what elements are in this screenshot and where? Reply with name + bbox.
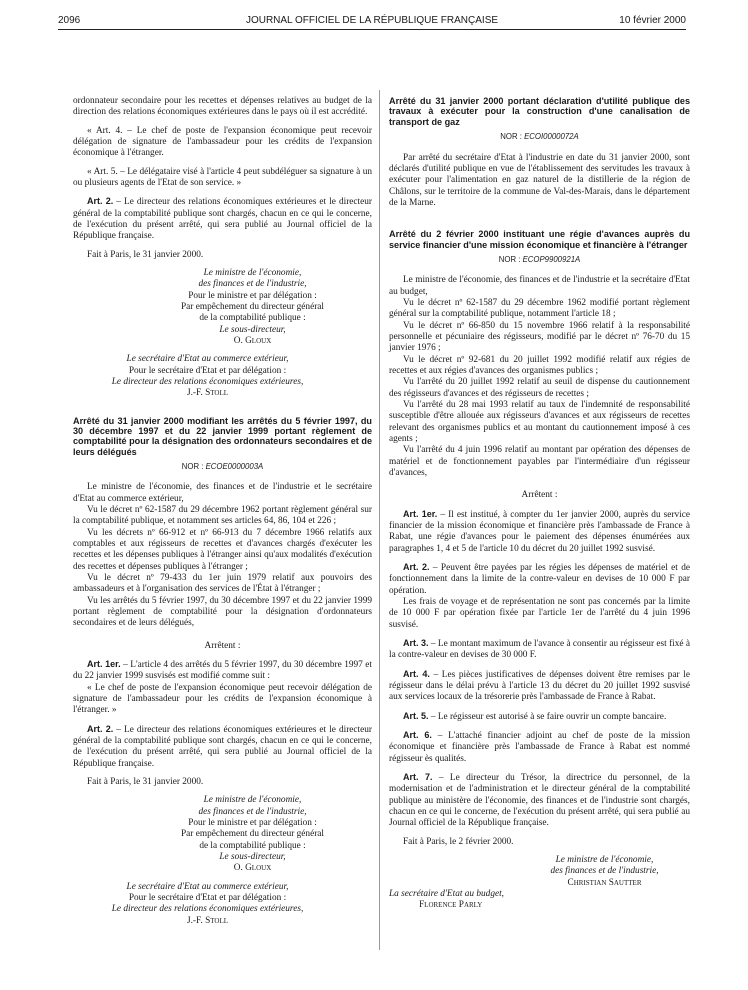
sig-line: Le directeur des relations économiques extérieures, [111,376,304,387]
signature-block-minister [389,855,690,889]
sig-line: de la comptabilité publique : [199,840,306,851]
nor-reference [389,132,690,142]
article-6-paragraph [389,730,690,765]
page-number: 2096 [58,15,81,26]
article-4-paragraph [389,669,690,704]
article-6-text: – L'attaché financier adjoint au chef de poste de la mission économique et financière près l'ambassade de France à Rabat est nommé régisseur ès qualités. [389,730,690,764]
article-1-heading: Art. 1er. [403,508,438,519]
sig-line: Par empêchement du directeur général [181,301,324,312]
sig-line: des finances et de l'industrie, [198,279,307,290]
preamble-paragraph: Le ministre de l'économie, des finances et de l'industrie et la secrétaire d'Etat au budget, [389,275,690,297]
preamble-paragraph: Vu l'arrêté du 4 juin 1996 relatif au montant par opération des dépenses de matériel et de fonctionnement payables par l'intermédiaire d'un régisseur d'avances, [389,445,690,479]
signatory-name: J.-F. Stoll [186,388,229,399]
preamble-paragraph: Vu le décret nº 62-1587 du 29 décembre 1962 modifié portant règlement général sur la comptabilité publique, notamment l'article 18 ; [389,298,690,320]
signed-place-date: Fait à Paris, le 31 janvier 2000. [87,249,204,260]
nor-code: ECOI0000072A [524,132,579,142]
signature-block-secretary [73,354,372,399]
sig-line: Le ministre de l'économie, [203,795,302,806]
preamble-paragraph: Vu l'arrêté du 20 juillet 1992 relatif au seuil de dispense du cautionnement des régisseurs d'avances et des régisseurs de recettes ; [389,377,690,399]
right-column [389,96,690,912]
article-2-paragraph [73,196,372,242]
article-2-text: – Le directeur des relations économiques extérieures et le directeur général de la comptabilité publique sont chargés, chacun en ce qui le concerne, de l'exécution du présent arrêté, qui sera publié au Journal officiel de la République française. [73,724,372,769]
nor-code: ECOE0000003A [205,461,264,471]
issue-date: 10 février 2000 [619,15,686,26]
signatory-name: O. Gloux [233,335,272,346]
article-5-paragraph [389,711,690,723]
column-divider [379,90,380,950]
preamble-paragraph: Vu le décret nº 66-850 du 15 novembre 1966 relatif à la responsabilité personnelle et pécuniaire des régisseurs, modifié par le décret nº 76-70 du 15 janvier 1976 ; [389,320,690,354]
sig-line: Le secrétaire d'Etat au commerce extérieur, [126,354,289,365]
sig-line: Le sous-directeur, [219,852,286,862]
decree-title: Arrêté du 31 janvier 2000 portant déclaration d'utilité publique des travaux à exécuter pour la construction d'une canalisation de transport de gaz [389,96,690,127]
nor-label: NOR : [500,132,525,142]
sig-line: Le secrétaire d'Etat au commerce extérieur, [126,881,289,892]
left-column [73,96,372,927]
article-2-text: – Le directeur des relations économiques extérieures et le directeur général de la comptabilité publique sont chargés, chacun en ce qui le concerne, de l'exécution du présent arrêté, qui sera publié au Journal officiel de la République française. [73,197,372,242]
nor-reference [73,462,372,472]
signature-block-budget [389,889,690,912]
preamble-paragraph: Vu le décret nº 62-1587 du 29 décembre 1962 portant règlement général sur la comptabilité publique, et notamment ses articles 64, 86, 104 et 226 ; [73,505,372,527]
article-5-quote: « Art. 5. – Le délégataire visé à l'article 4 peut subdéléguer sa signature à un ou plusieurs agents de l'Etat de son service. » [73,166,372,188]
preamble-paragraph: Vu les arrêtés du 5 février 1997, du 30 décembre 1997 et du 22 janvier 1999 portant règlement de comptabilité pour la désignation d'ordonnateurs secondaires et de leurs délégués, [73,595,372,629]
preamble-paragraph: Vu l'arrêté du 28 mai 1993 relatif au taux de l'indemnité de responsabilité susceptible d'être allouée aux régisseurs d'avances et aux régisseurs de recettes relevant des organismes publics et au montant du cautionnement imposé à ces agents ; [389,400,690,445]
article-3-text: – Le montant maximum de l'avance à consentir au régisseur est fixé à la contre-valeur en devises de 30 000 F. [389,638,691,661]
preamble-paragraph: Vu le décret nº 92-681 du 20 juillet 1992 modifié relatif aux régies de recettes et aux régies d'avances des organismes publics ; [389,354,690,377]
declaration-paragraph: Par arrêté du secrétaire d'Etat à l'industrie en date du 31 janvier 2000, sont déclarés d'utilité publique en vue de l'établissement des servitudes les travaux à exécuter pour l'alimentation en gaz naturel de la distillerie de la région de Châlons, sur le territoire de la commune de Val-des-Marais, dans le département de la Marne. [389,152,690,208]
preamble-paragraph: Vu le décret nº 79-433 du 1er juin 1979 relatif aux pouvoirs des ambassadeurs et à l'organisation des services de l'État à l'étranger ; [73,573,372,595]
journal-title: JOURNAL OFFICIEL DE LA RÉPUBLIQUE FRANÇAISE [245,15,499,26]
article-3-heading: Art. 3. [403,637,429,648]
article-7-paragraph [389,772,690,830]
article-7-text: – Le directeur du Trésor, la directrice du personnel, de la modernisation et de l'administration et le directeur général de la comptabilité publique au ministère de l'économie, des finances et de l'industrie sont chargés, chacun en ce qui le concerne, de l'exécution du présent arrêté, qui sera publié au Journal officiel de la République française. [389,772,691,829]
article-5-text: – Le régisseur est autorisé à se faire ouvrir un compte bancaire. [428,711,667,722]
signature-block-minister [73,795,372,874]
arretent-heading: Arrêtent : [521,490,558,501]
article-2-heading: Art. 2. [403,561,430,572]
article-2-paragraph [73,724,372,770]
signatory-name: J.-F. Stoll [186,915,229,926]
decree-title: Arrêté du 31 janvier 2000 modifiant les arrêtés du 5 février 1997, du 30 décembre 1997 et du 22 janvier 1999 portant règlement de comptabilité pour la désignation des ordonnateurs secondaires et de leurs délégués [73,415,372,457]
signatory-name: Florence Parly [419,900,483,911]
nor-reference [389,255,690,265]
preamble-paragraph: Le ministre de l'économie, des finances et de l'industrie et le secrétaire d'Etat au commerce extérieur, [73,482,372,504]
sig-line: Le ministre de l'économie, [555,854,654,865]
article-4-quote: « Art. 4. – Le chef de poste de l'expansion économique peut recevoir délégation de signature de l'ambassadeur pour les crédits de l'expansion économique à l'étranger. [73,125,372,159]
article-1-quote: « Le chef de poste de l'expansion économique peut recevoir délégation de signature de l'ambassadeur pour les crédits de l'expansion économique à l'étranger. » [73,682,372,716]
sig-line: Le sous-directeur, [219,324,286,335]
signature-block-secretary [73,882,372,927]
signature-block-minister [73,268,372,347]
sig-line: des finances et de l'industrie, [550,866,659,877]
sig-line: La secrétaire d'Etat au budget, [389,888,504,899]
sig-line: des finances et de l'industrie, [198,806,307,817]
article-2-heading: Art. 2. [87,723,114,734]
sig-line: Pour le ministre et par délégation : [188,818,317,829]
page-header [58,15,686,29]
article-6-heading: Art. 6. [403,729,432,740]
decree-title: Arrêté du 2 février 2000 instituant une régie d'avances auprès du service financier d'une mission économique et financière à l'étranger [389,229,690,250]
nor-code: ECOP9900921A [522,254,581,264]
sig-line: Le directeur des relations économiques extérieures, [111,904,304,915]
signatory-name: Christian Sautter [567,877,642,888]
article-1-paragraph [389,509,690,555]
article-4-text: – Les pièces justificatives de dépenses doivent être remises par le régisseur dans le délai prévu à l'article 13 du décret du 20 juillet 1992 susvisé aux services locaux de la trésorerie près l'ambassade de France à Rabat. [389,669,690,703]
header-rule [58,29,686,30]
article-5-heading: Art. 5. [403,710,429,721]
article-1-text: – L'article 4 des arrêtés du 5 février 1997, du 30 décembre 1997 et du 22 janvier 1999 susvisés est modifié comme suit : [73,660,372,682]
sig-line: Pour le secrétaire d'Etat et par délégation : [128,365,287,376]
article-1-paragraph [73,659,372,683]
sig-line: Pour le secrétaire d'Etat et par délégation : [128,892,287,903]
article-2-paragraph [389,562,690,597]
article-1-heading: Art. 1er. [87,659,121,670]
nor-label: NOR : [181,461,206,471]
sig-line: Par empêchement du directeur général [181,829,324,840]
sig-line: de la comptabilité publique : [199,313,306,324]
article-1-text: – Il est institué, à compter du 1er janvier 2000, auprès du service financier de la mission économique et financière près l'ambassade de France à Rabat, une régie d'avances pour le paiement des dépenses énumérées aux paragraphes 1, 4 et 5 de l'article 10 du décret du 20 juillet 1992 susvisé. [389,509,690,554]
intro-paragraph: ordonnateur secondaire pour les recettes et dépenses relatives au budget de la direction des relations économiques extérieures dans le pays où il est accrédité. [73,96,372,118]
signatory-name: O. Gloux [233,863,272,874]
signed-place-date: Fait à Paris, le 2 février 2000. [403,836,514,847]
sig-line: Le ministre de l'économie, [203,267,302,278]
sig-line: Pour le ministre et par délégation : [188,290,317,301]
signed-place-date: Fait à Paris, le 31 janvier 2000. [87,777,204,788]
article-2-paragraph-b: Les frais de voyage et de représentation ne sont pas concernés par la limite de 10 000 F par opération fixée par l'article 1er de l'arrêté du 4 juin 1996 susvisé. [389,596,690,630]
article-3-paragraph [389,638,690,662]
arretent-heading: Arrêtent : [204,640,241,651]
article-4-heading: Art. 4. [403,668,430,679]
article-7-heading: Art. 7. [403,771,433,782]
preamble-paragraph: Vu les décrets nº 66-912 et nº 66-913 du 7 décembre 1966 relatifs aux comptables et aux régisseurs de recettes et d'avances chargés d'exécuter les recettes et les dépenses publiques à l'étranger ainsi qu'aux modalités d'exécution des recettes et dépenses publiques à l'étranger ; [73,527,372,572]
nor-label: NOR : [498,254,523,264]
article-2-text: – Peuvent être payées par les régies les dépenses de matériel et de fonctionnement dans la limite de la contre-valeur en devises de 10 000 F par opération. [389,562,690,596]
article-2-heading: Art. 2. [87,196,114,207]
